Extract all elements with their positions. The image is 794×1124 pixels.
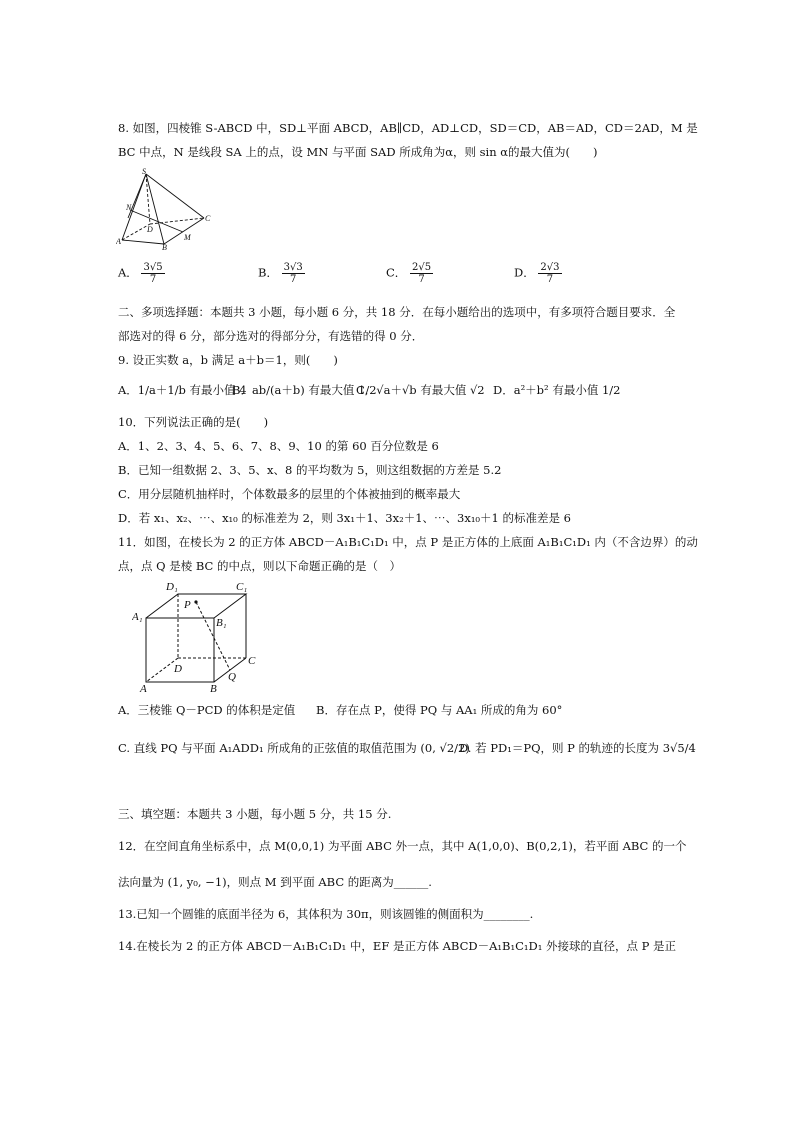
q8-label-M: M	[184, 233, 191, 242]
q11-label-C1: C₁	[236, 581, 248, 593]
q10-option-b: B．已知一组数据 2、3、5、x、8 的平均数为 5，则这组数据的方差是 5.2	[118, 463, 502, 477]
q8-label-D: D	[147, 225, 153, 234]
q11-text-2: 点，点 Q 是棱 BC 的中点，则以下命题正确的是（ ）	[118, 559, 402, 573]
q8-pyramid-figure	[116, 166, 220, 250]
q8-label-B: B	[162, 243, 167, 250]
q11-label-Q: Q	[228, 671, 236, 683]
q8-text: 8. 如图，四棱锥 S-ABCD 中，SD⊥平面 ABCD，AB∥CD，AD⊥CD，SD＝CD，AB＝AD，CD＝2AD，M 是	[118, 121, 698, 135]
q14-text: 14.在棱长为 2 的正方体 ABCD－A₁B₁C₁D₁ 中，EF 是正方体 ABCD－A₁B₁C₁D₁ 外接球的直径，点 P 是正	[118, 939, 677, 953]
q8-text-2: BC 中点，N 是线段 SA 上的点，设 MN 与平面 SAD 所成角为α，则 sin α的最大值为( )	[118, 145, 598, 159]
q9-option-c: C．√a＋√b 有最大值 √2	[356, 383, 485, 397]
q8-label-N: N	[126, 203, 132, 212]
q8-option-d: D． $\frac{2√3}{7}$	[514, 262, 560, 285]
q11-cube-figure	[132, 578, 260, 696]
q8-option-b: B． $\frac{3√3}{7}$	[258, 262, 303, 285]
q11-option-d: D. 若 PD₁＝PQ，则 P 的轨迹的长度为 3√5/4	[459, 741, 696, 755]
q9-option-d: D．a²＋b² 有最小值 1/2	[493, 383, 621, 397]
q9-text: 9. 设正实数 a，b 满足 a＋b＝1，则( )	[118, 353, 338, 367]
q11-label-A: A	[140, 683, 147, 695]
q13-text: 13.已知一个圆锥的底面半径为 6，其体积为 30π，则该圆锥的侧面积为________.	[118, 907, 534, 921]
q11-option-c: C. 直线 PQ 与平面 A₁ADD₁ 所成角的正弦值的取值范围为 (0, √2/2)	[118, 741, 470, 755]
q11-label-C: C	[248, 655, 256, 667]
q11-option-b: B．存在点 P，使得 PQ 与 AA₁ 所成的角为 60°	[316, 703, 563, 717]
q11-label-P: P	[184, 599, 191, 611]
q9-option-b: B．ab/(a＋b) 有最大值 1/2	[232, 383, 377, 397]
q9-option-a: A．1/a＋1/b 有最小值 4	[118, 383, 247, 397]
q8-label-S: S	[142, 167, 146, 176]
section2-heading-2: 部选对的得 6 分，部分选对的得部分分，有选错的得 0 分．	[118, 329, 424, 343]
q10-text: 10．下列说法正确的是( )	[118, 415, 269, 429]
q11-label-D1: D₁	[166, 581, 178, 593]
q10-option-a: A．1、2、3、4、5、6、7、8、9、10 的第 60 百分位数是 6	[118, 439, 439, 453]
q8-option-c: C． $\frac{2√5}{7}$	[386, 262, 432, 285]
q12-text: 12．在空间直角坐标系中，点 M(0,0,1) 为平面 ABC 外一点，其中 A(1,0,0)、B(0,2,1)，若平面 ABC 的一个	[118, 839, 687, 853]
q11-option-a: A．三棱锥 Q－PCD 的体积是定值	[118, 703, 296, 717]
q10-option-d: D．若 x₁、x₂、⋯、x₁₀ 的标准差为 2，则 3x₁＋1、3x₂＋1、⋯、3x₁₀＋1 的标准差是 6	[118, 511, 571, 525]
q11-label-B1: B₁	[216, 617, 227, 629]
q11-label-D: D	[174, 663, 182, 675]
q10-option-c: C．用分层随机抽样时，个体数最多的层里的个体被抽到的概率最大	[118, 487, 461, 501]
q8-option-a: A． $\frac{3√5}{7}$	[118, 262, 163, 285]
q11-text: 11．如图，在棱长为 2 的正方体 ABCD－A₁B₁C₁D₁ 中，点 P 是正方体的上底面 A₁B₁C₁D₁ 内（不含边界）的动	[118, 535, 698, 549]
q8-label-A: A	[116, 237, 121, 246]
section2-heading: 二、多项选择题：本题共 3 小题，每小题 6 分，共 18 分．在每小题给出的选项中，有多项符合题目要求．全	[118, 305, 676, 319]
section3-heading: 三、填空题：本题共 3 小题，每小题 5 分，共 15 分.	[118, 807, 392, 821]
q12-text-2: 法向量为 (1, y₀, −1)，则点 M 到平面 ABC 的距离为______.	[118, 875, 432, 889]
q11-label-A1: A₁	[132, 611, 143, 623]
q8-label-C: C	[205, 214, 211, 223]
q11-label-B: B	[210, 683, 217, 695]
